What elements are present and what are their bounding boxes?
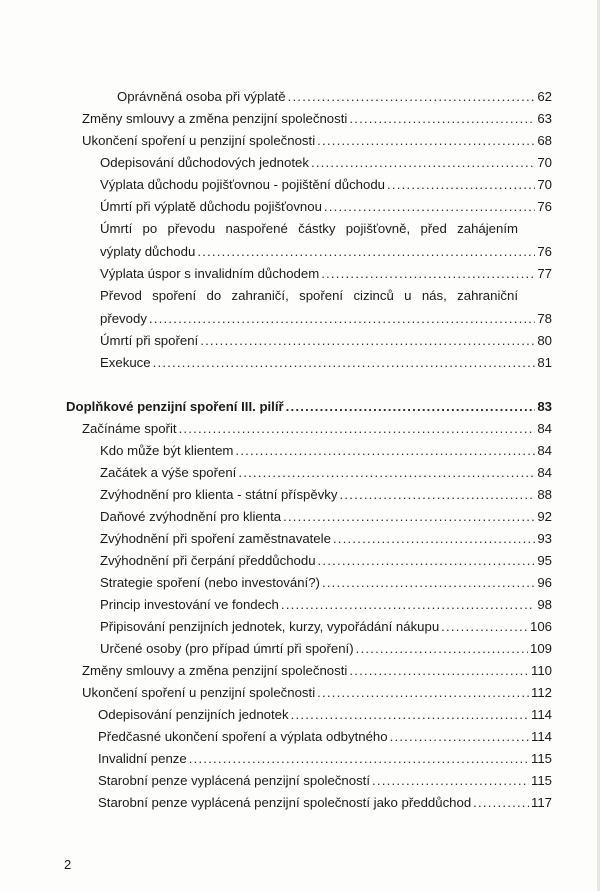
toc-leader-dots [238,464,535,481]
toc-entry-multiline[interactable] [100,287,518,304]
toc-entry-title: Změny smlouvy a změna penzijní společnosti [82,663,348,678]
toc-entry-title: Změny smlouvy a změna penzijní společnosti [82,111,348,126]
toc-entry-title: Zvýhodnění pro klienta - státní příspěvky [100,487,338,502]
toc-entry-page: 115 [530,751,552,766]
toc-entry-title: Zvýhodnění při čerpání předdůchodu [100,553,316,568]
toc-entry[interactable] [100,596,552,613]
toc-entry-title: Ukončení spoření u penzijní společnosti [82,133,316,148]
toc-entry-page: 63 [537,111,552,126]
toc-entry-title: Starobní penze vyplácená penzijní společností [98,773,370,788]
toc-entry-page: 114 [530,729,552,744]
toc-entry-title: Kdo může být klientem [100,443,234,458]
toc-entry[interactable] [100,176,552,193]
toc-entry-page: 96 [537,575,552,590]
toc-entry[interactable] [98,772,552,789]
toc-entry[interactable] [100,265,552,282]
toc-entry[interactable] [98,750,552,767]
toc-leader-dots [283,508,535,525]
toc-leader-dots [372,772,529,789]
toc-entry-page: 70 [537,177,552,192]
toc-entry-title: Odepisování penzijních jednotek [98,707,289,722]
toc-leader-dots [340,486,536,503]
toc-leader-dots [390,728,529,745]
toc-entry[interactable] [98,706,552,723]
toc-entry-page: 115 [530,773,552,788]
toc-chapter-heading[interactable] [66,398,552,415]
toc-leader-dots [324,198,535,215]
toc-entry-title-line2: převody [100,311,147,326]
toc-leader-dots [189,750,529,767]
toc-entry[interactable] [100,574,552,591]
toc-leader-dots [179,420,536,437]
toc-entry-page: 76 [537,244,552,259]
toc-entry-title: Invalidní penze [98,751,187,766]
toc-entry[interactable] [100,486,552,503]
toc-entry[interactable] [100,442,552,459]
toc-entry-title: Výplata důchodu pojišťovnou - pojištění důchodu [100,177,386,192]
toc-leader-dots [200,332,535,349]
toc-entry-page: 109 [529,641,552,656]
toc-entry[interactable] [82,132,552,149]
toc-leader-dots [288,88,536,105]
toc-entry-page: 93 [537,531,552,546]
toc-leader-dots [235,442,535,459]
toc-entry-continuation[interactable] [100,310,552,327]
toc-leader-dots [311,154,535,171]
toc-leader-dots [322,574,535,591]
toc-entry-page: 114 [530,707,552,722]
toc-leader-dots [153,354,536,371]
toc-entry-page: 110 [530,663,552,678]
toc-entry[interactable] [82,684,552,701]
toc-entry-page: 80 [537,333,552,348]
toc-entry-page: 70 [537,155,552,170]
toc-entry-page: 76 [537,199,552,214]
toc-entry-page: 84 [537,421,552,436]
toc-entry-title-line1: Úmrtí po převodu naspořené částky pojišťovně, před zahájením [100,221,518,236]
toc-entry-page: 84 [537,465,552,480]
toc-leader-dots [286,398,536,415]
toc-entry-title: Připisování penzijních jednotek, kurzy, vypořádání nákupu [100,619,440,634]
toc-entry[interactable] [100,552,552,569]
toc-entry-title: Daňové zvýhodnění pro klienta [100,509,282,524]
toc-entry-title: Odepisování důchodových jednotek [100,155,309,170]
toc-entry-title: Začínáme spořit [82,421,177,436]
toc-entry-title: Ukončení spoření u penzijní společnosti [82,685,316,700]
toc-entry-page: 88 [537,487,552,502]
toc-entry[interactable] [117,88,552,105]
toc-entry[interactable] [100,198,552,215]
toc-entry[interactable] [100,530,552,547]
toc-leader-dots [473,794,529,811]
toc-entry[interactable] [100,332,552,349]
toc-entry-page: 84 [537,443,552,458]
toc-entry[interactable] [100,464,552,481]
toc-entry-page: 95 [537,553,552,568]
toc-chapter-title: Doplňkové penzijní spoření III. pilíř [66,399,284,414]
toc-leader-dots [317,684,529,701]
toc-entry-title: Určené osoby (pro případ úmrtí při spoření) [100,641,354,656]
toc-entry-title: Starobní penze vyplácená penzijní společností jako předdůchod [98,795,472,810]
toc-entry[interactable] [98,794,552,811]
toc-entry-title: Úmrtí při spoření [100,333,199,348]
toc-entry-page: 68 [537,133,552,148]
toc-leader-dots [333,530,535,547]
toc-entry-page: 92 [537,509,552,524]
toc-leader-dots [321,265,535,282]
toc-entry-page: 77 [537,266,552,281]
toc-entry[interactable] [100,154,552,171]
toc-entry-title: Princip investování ve fondech [100,597,279,612]
toc-leader-dots [291,706,529,723]
toc-entry-page: 98 [537,597,552,612]
toc-entry[interactable] [100,618,552,635]
toc-leader-dots [356,640,528,657]
toc-leader-dots [149,310,535,327]
toc-entry-page: 81 [537,355,552,370]
toc-entry-title: Exekuce [100,355,151,370]
toc-chapter-page: 83 [537,399,552,414]
toc-entry-page: 117 [530,795,552,810]
toc-entry-title: Oprávněná osoba při výplatě [117,89,286,104]
toc-leader-dots [387,176,535,193]
toc-leader-dots [318,552,536,569]
toc-entry-title: Zvýhodnění při spoření zaměstnavatele [100,531,331,546]
toc-entry[interactable] [82,110,552,127]
toc-leader-dots [317,132,535,149]
toc-leader-dots [281,596,535,613]
toc-entry-page: 112 [530,685,552,700]
page-number: 2 [64,857,72,872]
toc-entry-page: 106 [529,619,552,634]
toc-entry-page: 78 [537,311,552,326]
toc-entry-multiline[interactable] [100,220,518,237]
toc-entry[interactable] [100,508,552,525]
toc-entry-title: Strategie spoření (nebo investování?) [100,575,320,590]
toc-entry-page: 62 [537,89,552,104]
toc-entry[interactable] [100,640,552,657]
toc-entry-title: Úmrtí při výplatě důchodu pojišťovnou [100,199,322,214]
toc-leader-dots [349,662,529,679]
toc-entry[interactable] [100,354,552,371]
toc-entry-continuation[interactable] [100,243,552,260]
toc-entry[interactable] [98,728,552,745]
toc-entry-title: Začátek a výše spoření [100,465,237,480]
toc-leader-dots [349,110,535,127]
toc-entry-title-line2: výplaty důchodu [100,244,196,259]
toc-entry-title: Výplata úspor s invalidním důchodem [100,266,320,281]
toc-entry[interactable] [82,662,552,679]
toc-leader-dots [441,618,528,635]
toc-entry-title-line1: Převod spoření do zahraničí, spoření cizinců u nás, zahraniční [100,288,518,303]
toc-entry-title: Předčasné ukončení spoření a výplata odbytného [98,729,388,744]
toc-leader-dots [197,243,535,260]
toc-entry[interactable] [82,420,552,437]
